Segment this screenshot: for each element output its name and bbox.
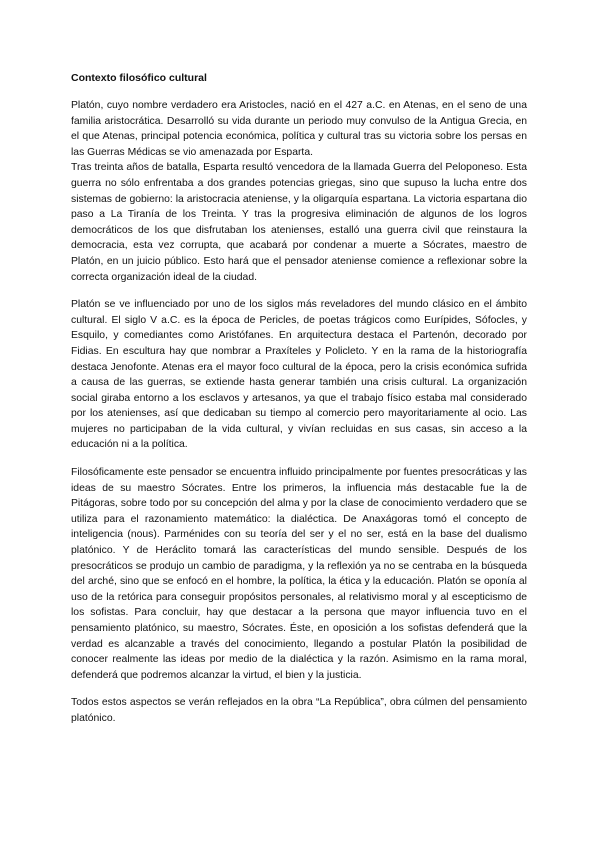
- document-title: Contexto filosófico cultural: [71, 72, 207, 84]
- paragraph-la-republica: Todos estos aspectos se verán reflejados en la obra “La República”, obra cúlmen del pensamiento platónico.: [71, 697, 527, 724]
- paragraph-guerra-peloponeso: Tras treinta años de batalla, Esparta resultó vencedora de la llamada Guerra del Peloponeso. Esta guerra no sólo enfrentaba a dos grandes potencias griegas, sino que supuso la lucha entre dos sistemas de gobierno: la aristocracia ateniense, y la oligarquía espartana. La victoria espartana dio paso a La Tiranía de los Treinta. Y tras la progresiva eliminación de algunos de los logros democráticos de los que disfrutaban los atenienses, estalló una guerra civil que reinstaura la democracia, esta vez corrupta, que acabará por condenar a muerte a Sócrates, maestro de Platón, en un juicio público. Esto hará que el pensador ateniense comience a reflexionar sobre la correcta organización ideal de la ciudad.: [71, 162, 527, 283]
- paragraph-influencias-filosoficas: Filosóficamente este pensador se encuentra influido principalmente por fuentes presocráticas y las ideas de su maestro Sócrates. Entre los primeros, la influencia más destacable fue la de Pitágoras, sobre todo por su concepción del alma y por la clase de conocimiento verdadero que se utiliza para el razonamiento matemático: la dialéctica. De Anaxágoras tomó el concepto de inteligencia (nous). Parménides con su teoría del ser y el no ser, está en la base del dualismo platónico. Y de Heráclito tomará las características del mundo sensible. Después de los presocráticos se produjo un cambio de paradigma, y la reflexión ya no se centraba en la búsqueda del arché, sino que se enfocó en el hombre, la política, la ética y la educación. Platón se oponía al uso de la retórica para conseguir propósitos personales, al relativismo moral y al escepticismo de los sofistas. Para concluir, hay que destacar a la persona que mayor influencia tuvo en el pensamiento platónico, su maestro, Sócrates. Éste, en oposición a los sofistas defenderá que la verdad es alcanzable a través del conocimiento, llegando a postular Platón la posibilidad de conocer realmente las ideas por medio de la dialéctica y la razón. Asimismo en la rama moral, defenderá que podremos alcanzar la virtud, el bien y la justicia.: [71, 467, 527, 681]
- paragraph-contexto-cultural: Platón se ve influenciado por uno de los siglos más reveladores del mundo clásico en el ámbito cultural. El siglo V a.C. es la época de Pericles, de poetas trágicos como Eurípides, Sófocles, y Esquilo, y comediantes como Aristófanes. En arquitectura destaca el Partenón, decorado por Fidias. En escultura hay que nombrar a Praxíteles y Policleto. Y en la rama de la historiografía destaca Jenofonte. Atenas era el mayor foco cultural de la época, pero la crisis económica sufrida a causa de las guerras, se extiende hasta generar también una crisis cultural. La organización social giraba entorno a los esclavos y artesanos, ya que el trabajo físico estaba mal considerado por los atenienses, así que dedicaban su tiempo al comercio pero mayoritariamente al ocio. Las mujeres no participaban de la vida cultural, y vivían recluidas en sus casas, sin acceso a la educación ni a la política.: [71, 299, 527, 451]
- paragraph-platon-bio: Platón, cuyo nombre verdadero era Aristocles, nació en el 427 a.C. en Atenas, en el seno de una familia aristocrática. Desarrolló su vida durante un periodo muy convulso de la Antigua Grecia, en el que Atenas, principal potencia económica, política y cultural tras su victoria sobre los persas en las Guerras Médicas se vio amenazada por Esparta.: [71, 100, 527, 158]
- document-page: [71, 71, 527, 727]
